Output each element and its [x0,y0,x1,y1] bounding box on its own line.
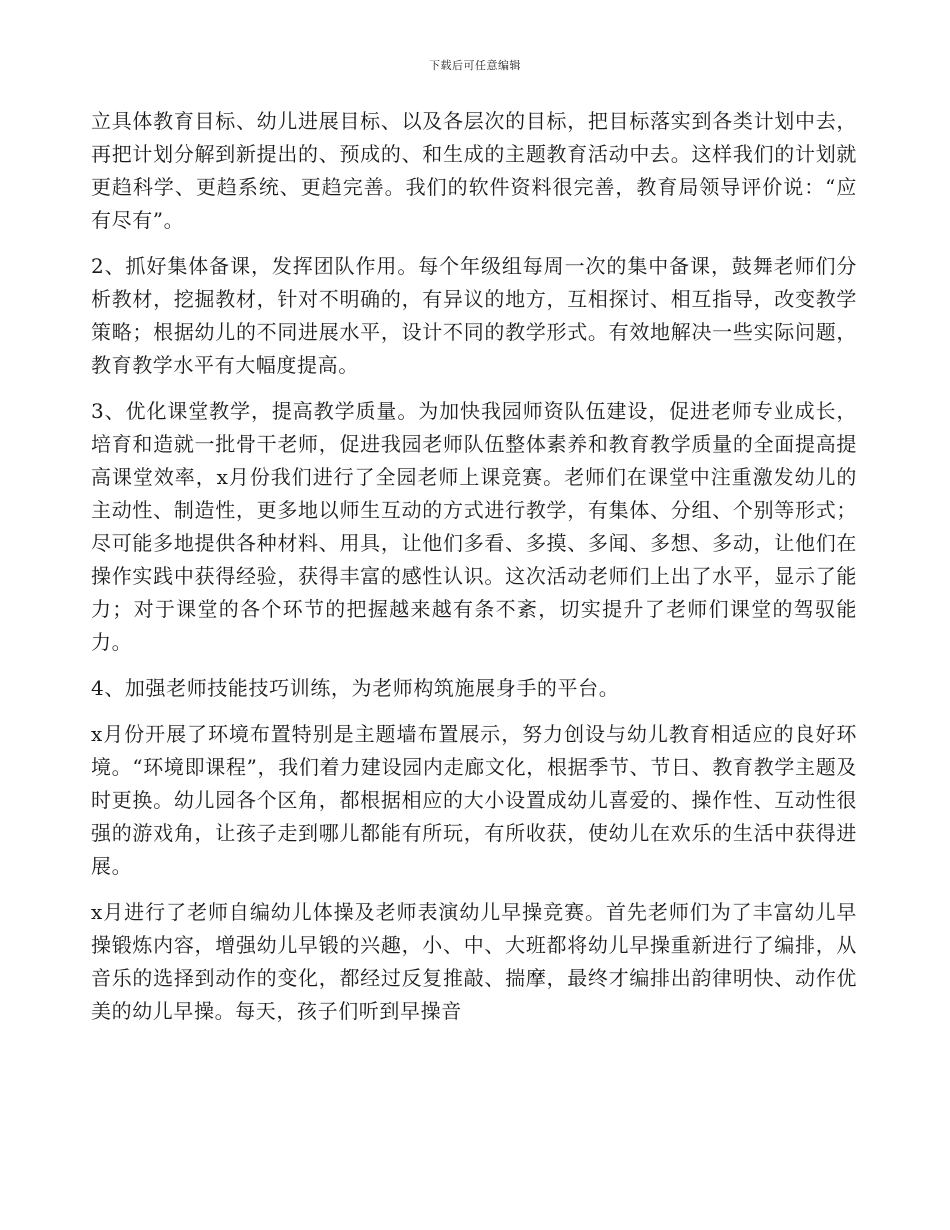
paragraph-3: 3、优化课堂教学，提高教学质量。为加快我园师资队伍建设，促进老师专业成长，培育和造就一批骨干老师，促进我园老师队伍整体素养和教育教学质量的全面提高提高课堂效率，x月份我们进行了全园老师上课竞赛。老师们在课堂中注重激发幼儿的主动性、制造性，更多地以师生互动的方式进行教学，有集体、分组、个别等形式；尽可能多地提供各种材料、用具，让他们多看、多摸、多闻、多想、多动，让他们在操作实践中获得经验，获得丰富的感性认识。这次活动老师们上出了水平，显示了能力；对于课堂的各个环节的把握越来越有条不紊，切实提升了老师们课堂的驾驭能力。 [91,399,857,654]
page-header: 下载后可任意编辑 [429,59,521,72]
paragraph-1: 立具体教育目标、幼儿进展目标、以及各层次的目标，把目标落实到各类计划中去，再把计划分解到新提出的、预成的、和生成的主题教育活动中去。这样我们的计划就更趋科学、更趋系统、更趋完善。我们的软件资料很完善，教育局领导评价说：“应有尽有”。 [91,109,857,232]
paragraph-5: x月份开展了环境布置特别是主题墙布置展示，努力创设与幼儿教育相适应的良好环境。“环境即课程”，我们着力建设园内走廊文化，根据季节、节日、教育教学主题及时更换。幼儿园各个区角，都根据相应的大小设置成幼儿喜爱的、操作性、互动性很强的游戏角，让孩子走到哪儿都能有所玩，有所收获，使幼儿在欢乐的生活中获得进展。 [91,722,857,878]
paragraph-6: x月进行了老师自编幼儿体操及老师表演幼儿早操竞赛。首先老师们为了丰富幼儿早操锻炼内容，增强幼儿早锻的兴趣，小、中、大班都将幼儿早操重新进行了编排，从音乐的选择到动作的变化，都经过反复推敲、揣摩，最终才编排出韵律明快、动作优美的幼儿早操。每天，孩子们听到早操音 [91,900,857,1023]
paragraph-4: 4、加强老师技能技巧训练，为老师构筑施展身手的平台。 [91,676,620,700]
document-body [91,105,857,1041]
paragraph-2: 2、抓好集体备课，发挥团队作用。每个年级组每周一次的集中备课，鼓舞老师们分析教材，挖掘教材，针对不明确的，有异议的地方，互相探讨、相互指导，改变教学策略；根据幼儿的不同进展水平，设计不同的教学形式。有效地解决一些实际问题，教育教学水平有大幅度提高。 [91,254,857,377]
